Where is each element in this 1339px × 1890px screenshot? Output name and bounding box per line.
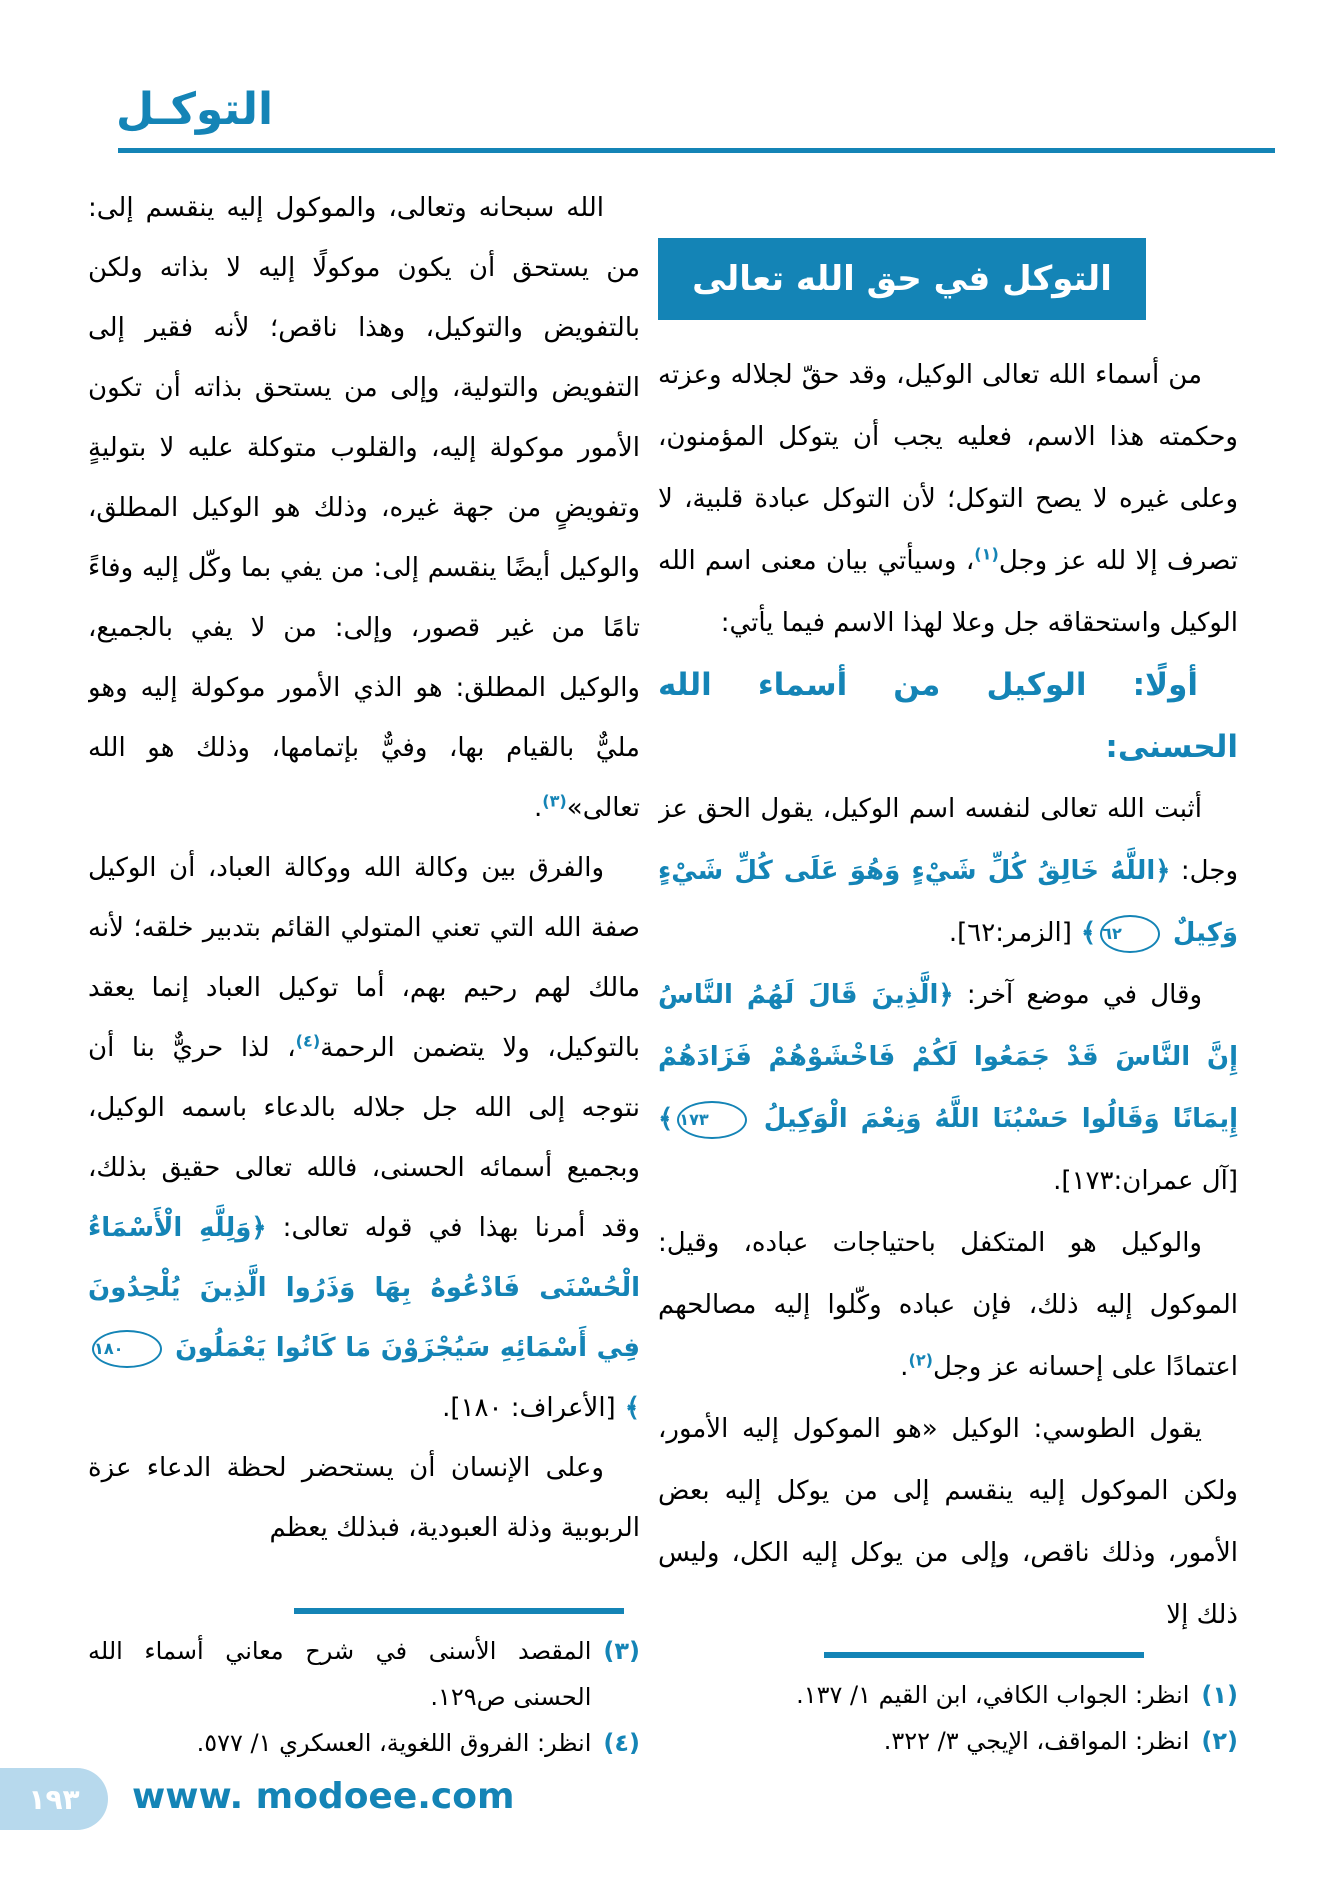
page-number: ١٩٣ xyxy=(28,1782,80,1816)
footnote-text: انظر: الجواب الكافي، ابن القيم ١/ ١٣٧. xyxy=(796,1681,1190,1709)
page-header-title: التوكـل xyxy=(116,84,274,135)
footnote xyxy=(88,1720,640,1766)
footnote xyxy=(658,1672,1238,1718)
footnote-separator xyxy=(294,1608,624,1614)
footnote xyxy=(88,1628,640,1720)
website-text: www. modoee.com xyxy=(132,1776,515,1817)
section-title: التوكل في حق الله تعالى xyxy=(692,259,1112,299)
right-column-body xyxy=(658,344,1238,1640)
paragraph: وقال في موضع آخر: ﴿الَّذِينَ قَالَ لَهُمُ النَّاسُ إِنَّ النَّاسَ قَدْ جَمَعُوا لَكُمْ فَاخْشَوْهُمْ فَزَادَهُمْ إِيمَانًا وَقَالُوا حَسْبُنَا اللَّهُ وَنِعْمَ الْوَكِيلُ ١٧٣﴾ [آل عمران:١٧٣]. xyxy=(658,980,1238,1196)
subheading: أولًا: الوكيل من أسماء الله الحسنى: xyxy=(658,667,1238,765)
footnote-marker: (٢) xyxy=(1201,1727,1238,1755)
header-rule xyxy=(118,148,1275,153)
left-column-footnotes xyxy=(88,1608,640,1766)
footnote-separator xyxy=(824,1652,1144,1658)
left-column-body xyxy=(88,178,640,1606)
paragraph: يقول الطوسي: الوكيل «هو الموكول إليه الأمور، ولكن الموكول إليه ينقسم إلى من يوكل إليه بعض الأمور، وذلك ناقص، وإلى من يوكل إليه الكل، وليس ذلك إلا xyxy=(658,1414,1238,1630)
paragraph: أثبت الله تعالى لنفسه اسم الوكيل، يقول الحق عز وجل: ﴿اللَّهُ خَالِقُ كُلِّ شَيْءٍ وَهُوَ عَلَى كُلِّ شَيْءٍ وَكِيلٌ ٦٢﴾ [الزمر:٦٢]. xyxy=(658,778,1238,964)
footnote-text: انظر: الفروق اللغوية، العسكري ١/ ٥٧٧. xyxy=(196,1729,592,1757)
paragraph: من أسماء الله تعالى الوكيل، وقد حقّ لجلاله وعزته وحكمته هذا الاسم، فعليه يجب أن يتوكل المؤمنون، وعلى غيره لا يصح التوكل؛ لأن التوكل عبادة قلبية، لا تصرف إلا لله عز وجل$^{(١)}$، وسيأتي بيان معنى اسم الله الوكيل واستحقاقه جل وعلا لهذا الاسم فيما يأتي: xyxy=(658,360,1238,638)
page-number-tab xyxy=(0,1768,108,1830)
right-column-footnotes xyxy=(658,1652,1238,1764)
footnote xyxy=(658,1718,1238,1764)
footnote-marker: (٣) xyxy=(603,1637,640,1665)
paragraph: وعلى الإنسان أن يستحضر لحظة الدعاء عزة الربوبية وذلة العبودية، فبذلك يعظم xyxy=(88,1453,640,1543)
footnote-text: المقصد الأسنى في شرح معاني أسماء الله الحسنى ص١٢٩. xyxy=(88,1637,592,1711)
footnote-marker: (١) xyxy=(1201,1681,1238,1709)
paragraph: والوكيل هو المتكفل باحتياجات عباده، وقيل: الموكول إليه ذلك، فإن عباده وكّلوا إليه مصالحهم اعتمادًا على إحسانه عز وجل$^{(٢)}$. xyxy=(658,1228,1238,1382)
footnote-text: انظر: المواقف، الإيجي ٣/ ٣٢٢. xyxy=(883,1727,1190,1755)
paragraph: الله سبحانه وتعالى، والموكول إليه ينقسم إلى: من يستحق أن يكون موكولًا إليه لا بذاته ولكن بالتفويض والتوكيل، وهذا ناقص؛ لأنه فقير إلى التفويض والتولية، وإلى من يستحق بذاته أن تكون الأمور موكولة إليه، والقلوب متوكلة عليه لا بتوليةٍ وتفويضٍ من جهة غيره، وذلك هو الوكيل المطلق، والوكيل أيضًا ينقسم إلى: من يفي بما وكّل إليه وفاءً تامًا من غير قصور، وإلى: من لا يفي بالجميع، والوكيل المطلق: هو الذي الأمور موكولة إليه وهو مليٌّ بالقيام بها، وفيٌّ بإتمامها، وذلك هو الله تعالى»$^{(٣)}$. xyxy=(88,193,640,823)
footnote-marker: (٤) xyxy=(603,1729,640,1757)
paragraph: والفرق بين وكالة الله ووكالة العباد، أن الوكيل صفة الله التي تعني المتولي القائم بتدبير خلقه؛ لأنه مالك لهم رحيم بهم، أما توكيل العباد إنما يعقد بالتوكيل، ولا يتضمن الرحمة$^{(٤)}$، لذا حريٌّ بنا أن نتوجه إلى الله جل جلاله بالدعاء باسمه الوكيل، وبجميع أسمائه الحسنى، فالله تعالى حقيق بذلك، وقد أمرنا بهذا في قوله تعالى: ﴿وَلِلَّهِ الْأَسْمَاءُ الْحُسْنَى فَادْعُوهُ بِهَا وَذَرُوا الَّذِينَ يُلْحِدُونَ فِي أَسْمَائِهِ سَيُجْزَوْنَ مَا كَانُوا يَعْمَلُونَ ١٨٠﴾ [الأعراف: ١٨٠]. xyxy=(88,853,640,1423)
section-title-box xyxy=(658,238,1146,320)
